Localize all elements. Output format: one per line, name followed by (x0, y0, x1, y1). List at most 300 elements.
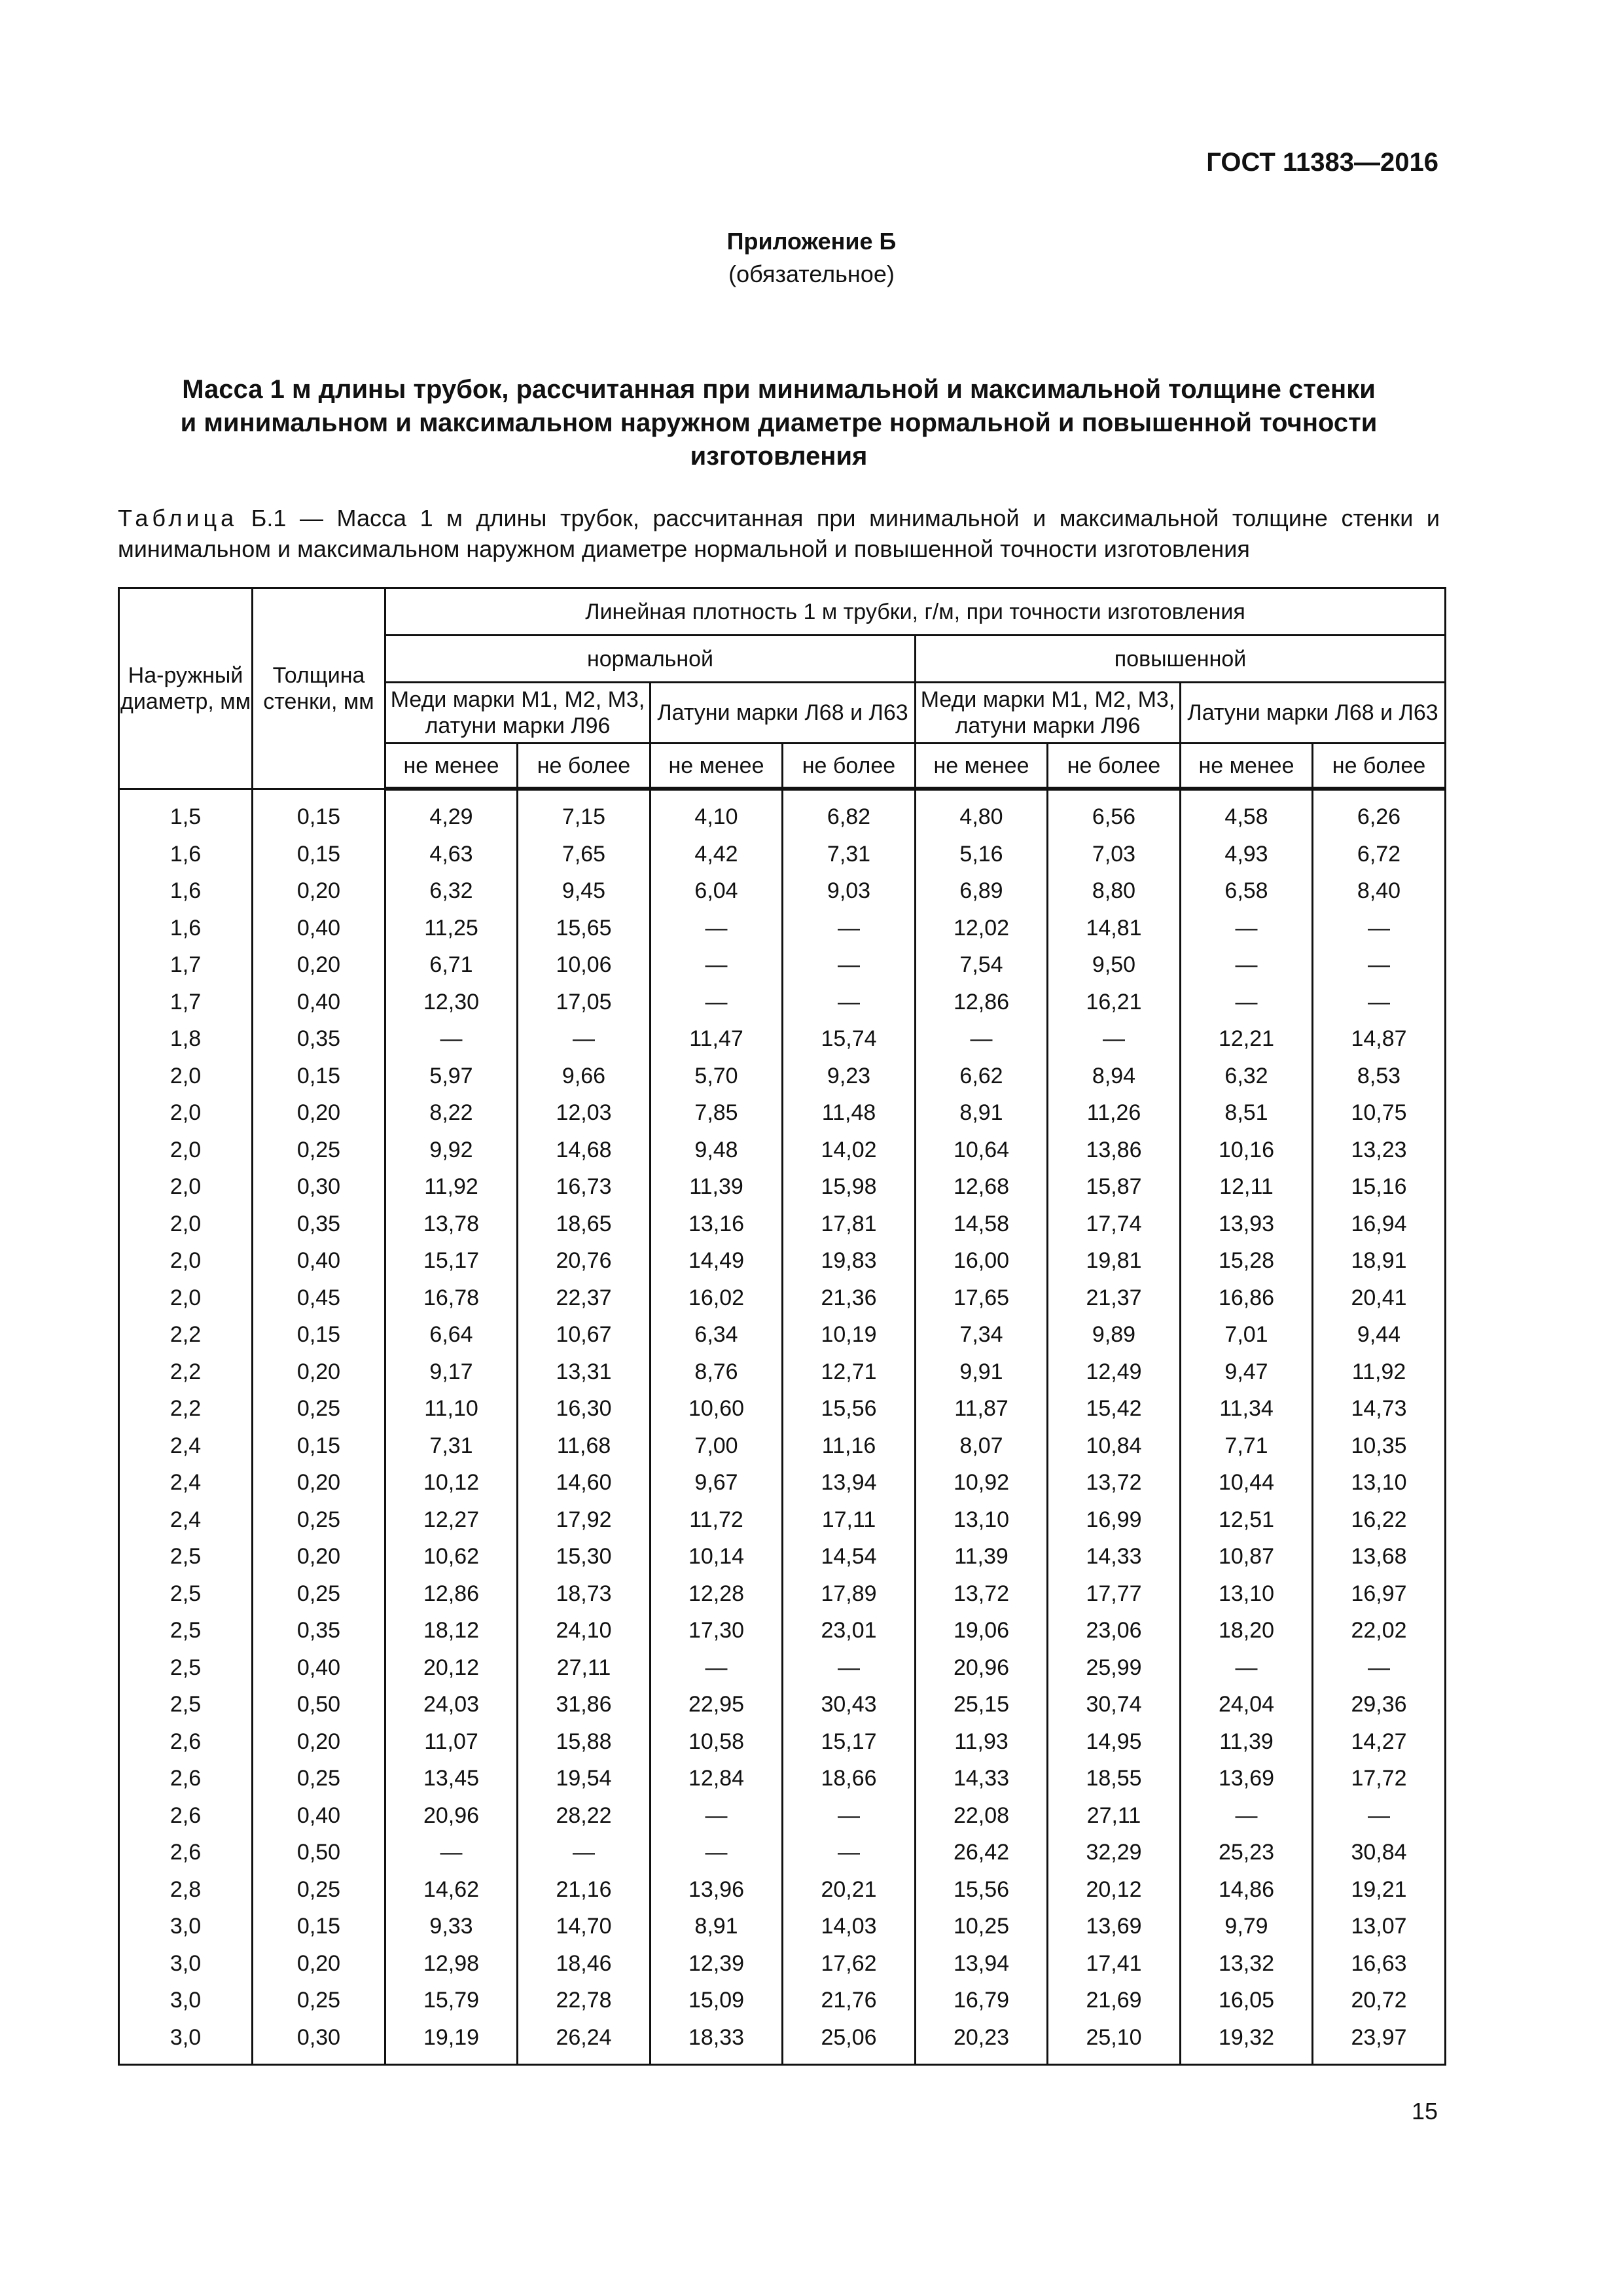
table-cell: 13,72 (916, 1575, 1048, 1613)
table-row (119, 946, 1446, 984)
table-cell: 9,91 (916, 1354, 1048, 1391)
table-cell: — (783, 946, 916, 984)
table-cell: 16,86 (1181, 1280, 1313, 1317)
table-cell: 2,2 (119, 1354, 253, 1391)
table-cell: 15,88 (518, 1723, 651, 1761)
table-cell: 13,72 (1048, 1464, 1181, 1501)
table-cell: 14,58 (916, 1206, 1048, 1243)
table-cell: 20,41 (1313, 1280, 1446, 1317)
table-cell: 17,74 (1048, 1206, 1181, 1243)
table-row (119, 1058, 1446, 1095)
table-row (119, 1206, 1446, 1243)
table-cell: 8,80 (1048, 872, 1181, 910)
header-accuracy-normal: нормальной (385, 636, 916, 683)
table-row (119, 2019, 1446, 2065)
table-cell: 2,0 (119, 1280, 253, 1317)
table-cell: 26,24 (518, 2019, 651, 2065)
table-cell: 6,56 (1048, 789, 1181, 836)
table-cell: 14,33 (1048, 1538, 1181, 1575)
header-accuracy-high: повышенной (916, 636, 1446, 683)
table-cell: 11,39 (916, 1538, 1048, 1575)
table-cell: 10,25 (916, 1908, 1048, 1945)
table-cell: 25,15 (916, 1686, 1048, 1723)
table-body (119, 789, 1446, 2065)
table-cell: 3,0 (119, 1982, 253, 2019)
table-cell: 13,07 (1313, 1908, 1446, 1945)
table-cell: 7,71 (1181, 1427, 1313, 1465)
table-cell: 7,65 (518, 836, 651, 873)
table-cell: 19,19 (385, 2019, 518, 2065)
table-cell: 15,79 (385, 1982, 518, 2019)
table-cell: 19,81 (1048, 1242, 1181, 1280)
table-row (119, 1132, 1446, 1169)
table-cell: — (1313, 910, 1446, 947)
table-row (119, 1390, 1446, 1427)
table-row (119, 1760, 1446, 1797)
table-cell: 3,0 (119, 1945, 253, 1982)
table-cell: 18,33 (651, 2019, 783, 2065)
table-row (119, 1020, 1446, 1058)
table-row (119, 1242, 1446, 1280)
table-cell: 0,15 (253, 836, 385, 873)
table-cell: 10,84 (1048, 1427, 1181, 1465)
table-cell: 6,58 (1181, 872, 1313, 910)
header-material-copper-normal: Меди марки М1, М2, М3, латуни марки Л96 (385, 683, 651, 744)
table-cell: 26,42 (916, 1834, 1048, 1871)
table-cell: 14,54 (783, 1538, 916, 1575)
table-cell: 6,71 (385, 946, 518, 984)
table-cell: 9,33 (385, 1908, 518, 1945)
table-cell: 16,21 (1048, 984, 1181, 1021)
table-cell: 21,69 (1048, 1982, 1181, 2019)
table-cell: 10,44 (1181, 1464, 1313, 1501)
table-caption-label: Таблица (118, 505, 238, 531)
table-cell: 14,95 (1048, 1723, 1181, 1761)
table-cell: 20,23 (916, 2019, 1048, 2065)
table-cell: 25,06 (783, 2019, 916, 2065)
table-cell: 6,62 (916, 1058, 1048, 1095)
table-cell: 1,8 (119, 1020, 253, 1058)
table-cell: 6,64 (385, 1316, 518, 1354)
table-cell: 0,35 (253, 1612, 385, 1649)
table-cell: 2,8 (119, 1871, 253, 1909)
table-cell: — (783, 1834, 916, 1871)
table-cell: 16,78 (385, 1280, 518, 1317)
table-cell: 14,86 (1181, 1871, 1313, 1909)
table-cell: 11,26 (1048, 1094, 1181, 1132)
table-cell: 10,16 (1181, 1132, 1313, 1169)
table-cell: — (651, 1834, 783, 1871)
table-cell: 23,97 (1313, 2019, 1446, 2065)
table-cell: 24,04 (1181, 1686, 1313, 1723)
header-linear-density: Линейная плотность 1 м трубки, г/м, при точности изготовления (385, 588, 1446, 636)
table-cell: 12,71 (783, 1354, 916, 1391)
table-cell: 2,5 (119, 1612, 253, 1649)
table-cell: 21,16 (518, 1871, 651, 1909)
header-max: не более (1048, 744, 1181, 789)
table-cell: — (385, 1834, 518, 1871)
table-cell: 8,53 (1313, 1058, 1446, 1095)
table-cell: 8,76 (651, 1354, 783, 1391)
table-cell: 21,37 (1048, 1280, 1181, 1317)
table-cell: 14,73 (1313, 1390, 1446, 1427)
header-max: не более (1313, 744, 1446, 789)
table-cell: 11,39 (1181, 1723, 1313, 1761)
table-cell: 18,66 (783, 1760, 916, 1797)
table-cell: 15,56 (783, 1390, 916, 1427)
table-cell: 12,30 (385, 984, 518, 1021)
table-cell: 8,91 (651, 1908, 783, 1945)
table-cell: 22,02 (1313, 1612, 1446, 1649)
table-cell: — (1181, 1797, 1313, 1835)
table-row (119, 789, 1446, 836)
table-cell: — (1313, 1797, 1446, 1835)
table-cell: 28,22 (518, 1797, 651, 1835)
table-cell: 12,86 (385, 1575, 518, 1613)
table-cell: 15,28 (1181, 1242, 1313, 1280)
table-cell: 10,62 (385, 1538, 518, 1575)
table-cell: 13,96 (651, 1871, 783, 1909)
table-cell: — (1313, 984, 1446, 1021)
table-row (119, 1316, 1446, 1354)
table-cell: 4,10 (651, 789, 783, 836)
table-cell: 0,20 (253, 1723, 385, 1761)
table-cell: 17,05 (518, 984, 651, 1021)
table-cell: 8,94 (1048, 1058, 1181, 1095)
table-cell: 5,97 (385, 1058, 518, 1095)
table-cell: — (916, 1020, 1048, 1058)
table-cell: 9,67 (651, 1464, 783, 1501)
header-min: не менее (916, 744, 1048, 789)
table-cell: 27,11 (518, 1649, 651, 1687)
table-cell: 2,0 (119, 1132, 253, 1169)
table-cell: 15,09 (651, 1982, 783, 2019)
table-cell: 14,33 (916, 1760, 1048, 1797)
table-cell: 17,11 (783, 1501, 916, 1539)
table-row (119, 910, 1446, 947)
table-cell: — (1181, 946, 1313, 984)
table-cell: 9,66 (518, 1058, 651, 1095)
table-cell: 0,50 (253, 1686, 385, 1723)
table-cell: 12,21 (1181, 1020, 1313, 1058)
table-cell: 20,72 (1313, 1982, 1446, 2019)
table-cell: 0,15 (253, 1058, 385, 1095)
table-cell: 16,00 (916, 1242, 1048, 1280)
table-cell: 0,20 (253, 946, 385, 984)
table-cell: 14,02 (783, 1132, 916, 1169)
table-cell: 14,70 (518, 1908, 651, 1945)
table-cell: 18,12 (385, 1612, 518, 1649)
header-min: не менее (385, 744, 518, 789)
table-cell: — (651, 946, 783, 984)
table-cell: 19,54 (518, 1760, 651, 1797)
header-diameter: На-ружный диаметр, мм (119, 588, 253, 789)
table-cell: 13,10 (916, 1501, 1048, 1539)
table-cell: 2,5 (119, 1575, 253, 1613)
table-cell: 2,4 (119, 1501, 253, 1539)
table-cell: — (651, 910, 783, 947)
table-row (119, 1280, 1446, 1317)
table-cell: 14,81 (1048, 910, 1181, 947)
table-cell: 18,20 (1181, 1612, 1313, 1649)
table-cell: 12,86 (916, 984, 1048, 1021)
table-cell: 11,72 (651, 1501, 783, 1539)
table-cell: 10,75 (1313, 1094, 1446, 1132)
table-cell: 3,0 (119, 2019, 253, 2065)
table-cell: 17,41 (1048, 1945, 1181, 1982)
table-cell: 13,10 (1181, 1575, 1313, 1613)
table-cell: 13,86 (1048, 1132, 1181, 1169)
table-cell: 21,36 (783, 1280, 916, 1317)
table-cell: 2,5 (119, 1649, 253, 1687)
table-cell: 17,89 (783, 1575, 916, 1613)
table-cell: — (1048, 1020, 1181, 1058)
table-cell: — (1313, 946, 1446, 984)
table-cell: 18,91 (1313, 1242, 1446, 1280)
table-row (119, 1094, 1446, 1132)
table-row (119, 1723, 1446, 1761)
table-cell: 2,6 (119, 1797, 253, 1835)
table-cell: 2,0 (119, 1058, 253, 1095)
table-cell: 20,96 (385, 1797, 518, 1835)
table-cell: — (651, 1797, 783, 1835)
table-cell: 8,40 (1313, 872, 1446, 910)
appendix-heading (0, 225, 1623, 291)
table-cell: 13,31 (518, 1354, 651, 1391)
table-cell: 9,79 (1181, 1908, 1313, 1945)
table-cell: 0,15 (253, 1427, 385, 1465)
table-cell: 29,36 (1313, 1686, 1446, 1723)
table-cell: 11,92 (1313, 1354, 1446, 1391)
table-cell: 12,28 (651, 1575, 783, 1613)
table-cell: — (1313, 1649, 1446, 1687)
table-cell: 15,42 (1048, 1390, 1181, 1427)
table-cell: 16,79 (916, 1982, 1048, 2019)
table-cell: 12,39 (651, 1945, 783, 1982)
table-cell: — (651, 984, 783, 1021)
table-cell: 2,4 (119, 1427, 253, 1465)
table-cell: 0,20 (253, 872, 385, 910)
table-row (119, 984, 1446, 1021)
table-cell: 8,22 (385, 1094, 518, 1132)
table-cell: 7,54 (916, 946, 1048, 984)
table-row (119, 1797, 1446, 1835)
table-cell: — (518, 1834, 651, 1871)
table-cell: 4,42 (651, 836, 783, 873)
table-cell: 16,02 (651, 1280, 783, 1317)
table-row (119, 1427, 1446, 1465)
table-cell: 13,69 (1048, 1908, 1181, 1945)
table-cell: 8,51 (1181, 1094, 1313, 1132)
table-cell: 10,67 (518, 1316, 651, 1354)
table-cell: 1,6 (119, 836, 253, 873)
table-cell: 10,60 (651, 1390, 783, 1427)
table-cell: 0,40 (253, 910, 385, 947)
header-min: не менее (651, 744, 783, 789)
table-cell: 12,03 (518, 1094, 651, 1132)
table-row (119, 1538, 1446, 1575)
table-cell: 24,03 (385, 1686, 518, 1723)
table-cell: 0,15 (253, 789, 385, 836)
table-cell: 9,44 (1313, 1316, 1446, 1354)
table-cell: 13,94 (916, 1945, 1048, 1982)
table-cell: 10,35 (1313, 1427, 1446, 1465)
table-cell: 0,25 (253, 1390, 385, 1427)
table-cell: 9,45 (518, 872, 651, 910)
table-row (119, 1908, 1446, 1945)
table-cell: 0,15 (253, 1316, 385, 1354)
table-cell: 10,58 (651, 1723, 783, 1761)
table-cell: 13,69 (1181, 1760, 1313, 1797)
table-cell: 12,02 (916, 910, 1048, 947)
table-cell: 7,15 (518, 789, 651, 836)
table-cell: 0,40 (253, 1797, 385, 1835)
table-cell: 31,86 (518, 1686, 651, 1723)
table-cell: 17,81 (783, 1206, 916, 1243)
table-cell: 14,68 (518, 1132, 651, 1169)
table-cell: 22,78 (518, 1982, 651, 2019)
table-cell: 10,14 (651, 1538, 783, 1575)
table-cell: 0,20 (253, 1538, 385, 1575)
table-cell: 14,27 (1313, 1723, 1446, 1761)
table-cell: 10,92 (916, 1464, 1048, 1501)
table-cell: 0,25 (253, 1982, 385, 2019)
table-cell: 6,89 (916, 872, 1048, 910)
mass-table (118, 587, 1446, 2066)
table-cell: 13,16 (651, 1206, 783, 1243)
table-cell: 1,6 (119, 872, 253, 910)
table-cell: 12,49 (1048, 1354, 1181, 1391)
table-cell: 15,87 (1048, 1168, 1181, 1206)
table-cell: 16,63 (1313, 1945, 1446, 1982)
table-cell: 12,51 (1181, 1501, 1313, 1539)
table-cell: 0,15 (253, 1908, 385, 1945)
table-cell: 13,10 (1313, 1464, 1446, 1501)
table-cell: 13,45 (385, 1760, 518, 1797)
main-title-line-1: Масса 1 м длины трубок, рассчитанная при минимальной и максимальной толщине стенки (182, 375, 1376, 404)
table-cell: 30,74 (1048, 1686, 1181, 1723)
table-cell: 10,06 (518, 946, 651, 984)
table-cell: 2,5 (119, 1538, 253, 1575)
table-row (119, 1168, 1446, 1206)
table-cell: 0,35 (253, 1020, 385, 1058)
table-cell: 0,25 (253, 1760, 385, 1797)
table-row (119, 1649, 1446, 1687)
table-cell: 0,20 (253, 1094, 385, 1132)
table-cell: 6,32 (1181, 1058, 1313, 1095)
table-cell: 9,17 (385, 1354, 518, 1391)
table-row (119, 836, 1446, 873)
table-cell: 0,20 (253, 1354, 385, 1391)
table-row (119, 1945, 1446, 1982)
table-cell: 6,72 (1313, 836, 1446, 873)
table-cell: 11,39 (651, 1168, 783, 1206)
table-cell: 11,87 (916, 1390, 1048, 1427)
main-title-line-2: и минимальном и максимальном наружном диаметре нормальной и повышенной точности (180, 408, 1378, 437)
table-cell: 9,47 (1181, 1354, 1313, 1391)
table-cell: 14,60 (518, 1464, 651, 1501)
table-cell: 17,65 (916, 1280, 1048, 1317)
table-cell: 16,05 (1181, 1982, 1313, 2019)
table-cell: 10,19 (783, 1316, 916, 1354)
table-cell: 0,25 (253, 1132, 385, 1169)
table-cell: 12,84 (651, 1760, 783, 1797)
table-caption-text: Б.1 — Масса 1 м длины трубок, рассчитанная при минимальной и максимальной толщине стенки и минимальном и максимальном наружном диаметре нормальной и повышенной точности изготовления (118, 505, 1440, 562)
table-cell: 1,6 (119, 910, 253, 947)
table-cell: 2,2 (119, 1390, 253, 1427)
table-cell: 16,22 (1313, 1501, 1446, 1539)
table-cell: — (518, 1020, 651, 1058)
appendix-status: (обязательное) (728, 260, 895, 287)
table-cell: 0,25 (253, 1575, 385, 1613)
table-row (119, 1501, 1446, 1539)
table-cell: 16,94 (1313, 1206, 1446, 1243)
header-max: не более (518, 744, 651, 789)
table-cell: 15,56 (916, 1871, 1048, 1909)
table-cell: 11,16 (783, 1427, 916, 1465)
table-cell: 10,12 (385, 1464, 518, 1501)
table-row (119, 1575, 1446, 1613)
table-cell: 0,35 (253, 1206, 385, 1243)
table-cell: 8,07 (916, 1427, 1048, 1465)
table-cell: 8,91 (916, 1094, 1048, 1132)
table-cell: 23,01 (783, 1612, 916, 1649)
table-cell: 12,27 (385, 1501, 518, 1539)
table-cell: 15,30 (518, 1538, 651, 1575)
header-wall-thickness: Толщина стенки, мм (253, 588, 385, 789)
appendix-title: Приложение Б (726, 228, 897, 255)
table-cell: 20,21 (783, 1871, 916, 1909)
table-cell: 16,30 (518, 1390, 651, 1427)
table-row (119, 1464, 1446, 1501)
table-cell: 22,95 (651, 1686, 783, 1723)
table-cell: 7,03 (1048, 836, 1181, 873)
table-cell: 10,64 (916, 1132, 1048, 1169)
main-title-line-3: изготовления (690, 442, 868, 471)
table-cell: 25,99 (1048, 1649, 1181, 1687)
table-cell: 6,32 (385, 872, 518, 910)
table-cell: 21,76 (783, 1982, 916, 2019)
table-cell: 13,94 (783, 1464, 916, 1501)
table-cell: 16,97 (1313, 1575, 1446, 1613)
table-cell: 1,7 (119, 984, 253, 1021)
table-cell: 4,58 (1181, 789, 1313, 836)
table-cell: 24,10 (518, 1612, 651, 1649)
table-cell: 32,29 (1048, 1834, 1181, 1871)
table-cell: 15,17 (783, 1723, 916, 1761)
table-cell: 11,93 (916, 1723, 1048, 1761)
table-cell: 25,23 (1181, 1834, 1313, 1871)
table-cell: 19,32 (1181, 2019, 1313, 2065)
header-material-copper-high: Меди марки М1, М2, М3, латуни марки Л96 (916, 683, 1181, 744)
table-row (119, 1871, 1446, 1909)
table-cell: 16,99 (1048, 1501, 1181, 1539)
table-cell: 0,25 (253, 1501, 385, 1539)
table-cell: 9,92 (385, 1132, 518, 1169)
table-cell: 7,34 (916, 1316, 1048, 1354)
table-cell: 23,06 (1048, 1612, 1181, 1649)
table-cell: 7,31 (385, 1427, 518, 1465)
table-cell: 2,0 (119, 1094, 253, 1132)
table-cell: — (1181, 910, 1313, 947)
mass-table-container (118, 587, 1444, 2066)
table-cell: 2,0 (119, 1168, 253, 1206)
table-cell: 2,5 (119, 1686, 253, 1723)
table-cell: 11,34 (1181, 1390, 1313, 1427)
table-cell: 6,26 (1313, 789, 1446, 836)
table-cell: 0,50 (253, 1834, 385, 1871)
table-cell: 6,34 (651, 1316, 783, 1354)
